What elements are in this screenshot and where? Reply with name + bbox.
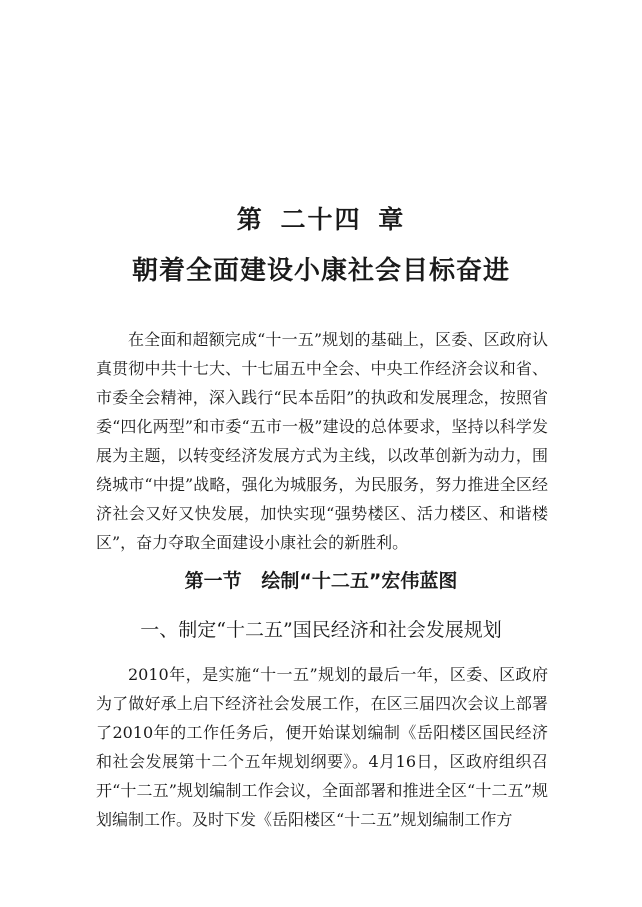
body-paragraph: 2010年，是实施“十一五”规划的最后一年，区委、区政府为了做好承上启下经济社会发展工作，在区三届四次会议上部署了2010年的工作任务后，便开始谋划编制《岳阳楼区国民经济和社会发展第十二个五年规划纲要》。4月16日，区政府组织召开“十二五”规划编制工作会议，全面部署和推进全区“十二五”规划编制工作。及时下发《岳阳楼区“十二五”规划编制工作方 [96, 665, 548, 829]
chapter-title: 朝着全面建设小康社会目标奋进 [131, 256, 510, 286]
subsection-title: 一、制定“十二五”国民经济和社会发展规划 [140, 619, 502, 641]
chapter-number: 第 二十四 章 [236, 205, 406, 234]
section-title: 第一节 绘制“十二五”宏伟蓝图 [184, 570, 458, 592]
intro-paragraph: 在全面和超额完成“十一五”规划的基础上，区委、区政府认真贯彻中共十七大、十七届五中全会、中央工作经济会议和省、市委全会精神，深入践行“民本岳阳”的执政和发展理念，按照省委“四化两型”和市委“五市一极”建设的总体要求，坚持以科学发展为主题，以转变经济发展方式为主线，以改革创新为动力，围绕城市“中提”战略，强化为城服务，为民服务，努力推进全区经济社会又好又快发展，加快实现“强势楼区、活力楼区、和谐楼区”，奋力夺取全面建设小康社会的新胜利。 [96, 330, 548, 552]
